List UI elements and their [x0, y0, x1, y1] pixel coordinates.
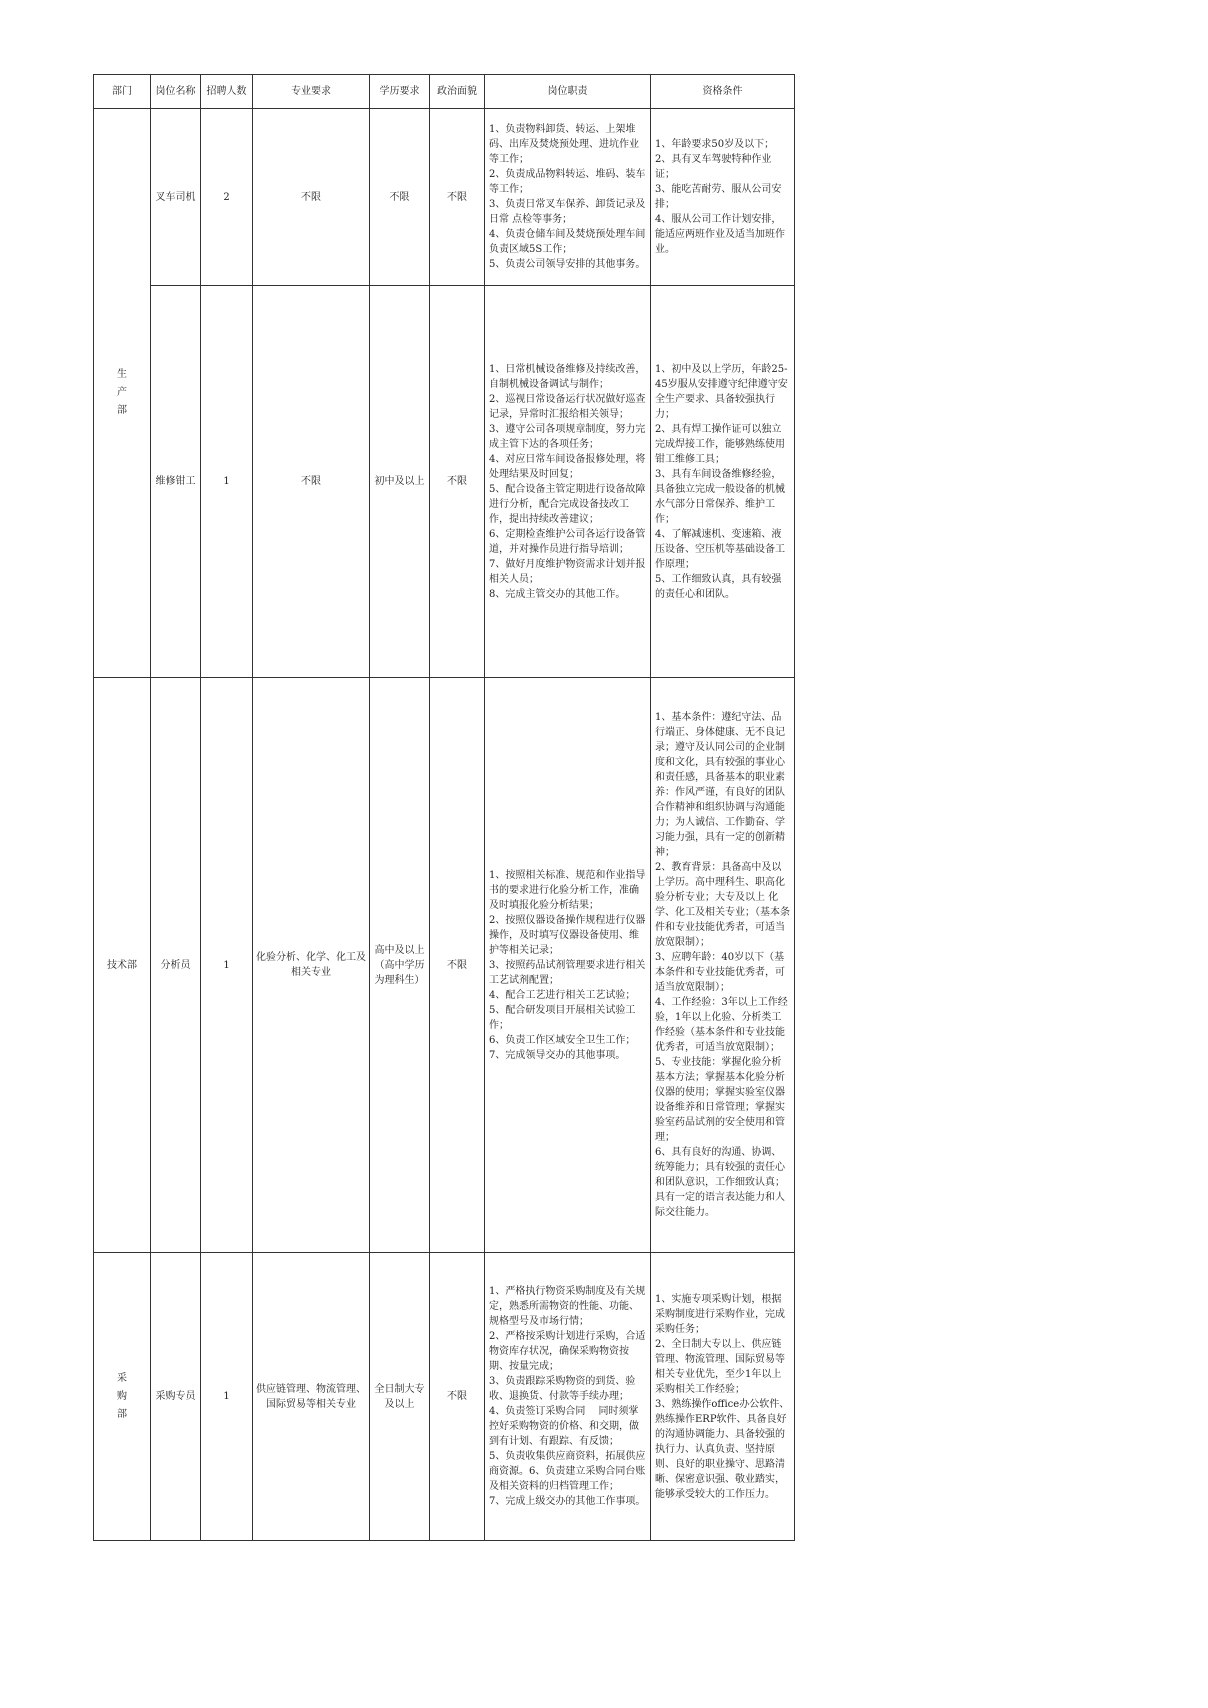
duty-item: 3、负责日常叉车保养、卸货记录及日常 点检等事务；: [489, 199, 646, 225]
table-row: [94, 286, 795, 678]
count-cell: 1: [201, 678, 253, 1253]
table-row: [94, 1253, 795, 1541]
qualification-item: 2、具有焊工操作证可以独立完成焊接工作，能够熟练使用钳工维修工具；: [655, 423, 785, 465]
qualification-item: 1、实施专项采购计划，根据采购制度进行采购作业，完成采购任务；: [655, 1293, 785, 1335]
duties-cell: [485, 286, 651, 678]
position-cell: 维修钳工: [151, 286, 201, 678]
major-cell: 不限: [253, 109, 370, 286]
qualifications-cell: [651, 286, 795, 678]
department-production-cell: [94, 109, 151, 678]
political-cell: 不限: [430, 109, 485, 286]
header-political: 政治面貌: [430, 75, 485, 109]
count-cell: 1: [201, 286, 253, 678]
duty-item: 1、日常机械设备维修及持续改善，自制机械设备调试与制作；: [489, 363, 646, 390]
duties-cell: [485, 1253, 651, 1541]
header-duties: 岗位职责: [485, 75, 651, 109]
education-cell: 全日制大专及以上: [370, 1253, 430, 1541]
duties-cell: [485, 678, 651, 1253]
qualification-item: 2、教育背景：具备高中及以上学历。高中理科生、职高化验分析专业；大专及以上 化学、化工及相关专业；（基本条件和专业技能优秀者，可适当放宽限制）；: [655, 862, 790, 948]
table-header-row: [94, 75, 795, 109]
duty-item: 5、配合研发项目开展相关试验工作；: [489, 1004, 636, 1031]
major-cell: 供应链管理、物流管理、国际贸易等相关专业: [253, 1253, 370, 1541]
qualification-item: 3、具有车间设备维修经验，具备独立完成一般设备的机械水气部分日常保养、维护工作；: [655, 468, 785, 525]
duty-item: 4、配合工艺进行相关工艺试验；: [489, 989, 636, 1001]
duty-item: 1、负责物料卸货、转运、上架堆码、出库及焚烧预处理、进坑作业等工作；: [489, 124, 639, 165]
duty-item: 7、完成上级交办的其他工作事项。: [489, 1496, 646, 1507]
qualification-item: 1、初中及以上学历，年龄25-45岁服从安排遵守纪律遵守安全生产要求、具备较强执行力；: [655, 363, 788, 420]
duty-item: 7、完成领导交办的其他事项。: [489, 1049, 626, 1061]
duty-item: 8、完成主管交办的其他工作。: [489, 588, 626, 600]
qualifications-cell: [651, 678, 795, 1253]
political-cell: 不限: [430, 678, 485, 1253]
education-cell: 不限: [370, 109, 430, 286]
position-cell: 采购专员: [151, 1253, 201, 1541]
education-cell: 初中及以上: [370, 286, 430, 678]
duty-item: 6、定期检查维护公司各运行设备管道，并对操作员进行指导培训；: [489, 528, 646, 555]
duty-item: 2、负责成品物料转运、堆码、装车等工作；: [489, 169, 646, 195]
header-qualifications: 资格条件: [651, 75, 795, 109]
recruitment-table: [93, 74, 795, 1541]
major-cell: 不限: [253, 286, 370, 678]
position-cell: 叉车司机: [151, 109, 201, 286]
duty-item: 2、按照仪器设备操作规程进行仪器操作，及时填写仪器设备使用、维护等相关记录；: [489, 914, 646, 956]
duty-item: 4、负责仓储车间及焚烧预处理车间负责区域5S工作；: [489, 229, 646, 255]
qualification-item: 3、应聘年龄：40岁以下（基本条件和专业技能优秀者，可适当放宽限制）；: [655, 952, 785, 993]
qualifications-cell: [651, 109, 795, 286]
duty-item: 5、配合设备主管定期进行设备故障进行分析，配合完成设备技改工作，提出持续改善建议；: [489, 483, 646, 525]
qualification-item: 1、年龄要求50岁及以下；: [655, 139, 775, 150]
qualification-item: 2、具有叉车驾驶特种作业证；: [655, 154, 772, 180]
education-cell: 高中及以上（高中学历为理科生）: [370, 678, 430, 1253]
count-cell: 1: [201, 1253, 253, 1541]
department-label: 生产部: [117, 369, 127, 416]
duty-item: 1、严格执行物资采购制度及有关规定，熟悉所需物资的性能、功能、规格型号及市场行情；: [489, 1286, 646, 1327]
table-row: [94, 678, 795, 1253]
table-row: [94, 109, 795, 286]
department-purchasing-cell: [94, 1253, 151, 1541]
duty-item: 4、对应日常车间设备报修处理，将处理结果及时回复；: [489, 453, 646, 480]
qualification-item: 5、专业技能：掌握化验分析基本方法；掌握基本化验分析仪器的使用；掌握实验室仪器设备维养和日常管理；掌握实验室药品试剂的安全使用和管理；: [655, 1057, 785, 1143]
duty-item: 4、负责签订采购合同 同时须掌控好采购物资的价格、和交期，做到有计划、有跟踪、有反馈；: [489, 1406, 639, 1447]
qualifications-cell: [651, 1253, 795, 1541]
duties-cell: [485, 109, 651, 286]
header-count: 招聘人数: [201, 75, 253, 109]
position-cell: 分析员: [151, 678, 201, 1253]
duty-item: 5、负责收集供应商资料，拓展供应商资源。6、负责建立采购合同台账及相关资料的归档管理工作；: [489, 1451, 646, 1492]
major-cell: 化验分析、化学、化工及相关专业: [253, 678, 370, 1253]
qualification-item: 5、工作细致认真，具有较强的责任心和团队。: [655, 573, 782, 600]
duty-item: 3、遵守公司各项规章制度，努力完成主管下达的各项任务；: [489, 423, 646, 450]
qualification-item: 6、具有良好的沟通、协调、统筹能力；具有较强的责任心和团队意识，工作细致认真；具有一定的语言表达能力和人际交往能力。: [655, 1147, 785, 1218]
department-technical-cell: 技术部: [94, 678, 151, 1253]
qualification-item: 4、了解减速机、变速箱、液压设备、空压机等基础设备工作原理；: [655, 528, 785, 570]
political-cell: 不限: [430, 1253, 485, 1541]
qualification-item: 4、工作经验：3年以上工作经验，1年以上化验、分析类工作经验（基本条件和专业技能优秀者，可适当放宽限制）；: [655, 997, 788, 1053]
header-education: 学历要求: [370, 75, 430, 109]
qualification-item: 1、基本条件：遵纪守法、品行端正、身体健康、无不良记录；遵守及认同公司的企业制度和文化，具有较强的事业心和责任感，具备基本的职业素养：作风严谨，有良好的团队合作精神和组织协调与沟通能力；为人诚信、工作勤奋、学习能力强，具有一定的创新精神；: [655, 712, 785, 858]
header-department: 部门: [94, 75, 151, 109]
department-label: 采购部: [117, 1372, 127, 1420]
qualification-item: 4、服从公司工作计划安排，能适应两班作业及适当加班作业。: [655, 214, 785, 255]
duty-item: 5、负责公司领导安排的其他事务。: [489, 259, 646, 270]
header-major: 专业要求: [253, 75, 370, 109]
duty-item: 3、按照药品试剂管理要求进行相关工艺试剂配置；: [489, 959, 646, 986]
duty-item: 2、巡视日常设备运行状况做好巡查记录，异常时汇报给相关领导；: [489, 393, 646, 420]
duty-item: 6、负责工作区域安全卫生工作；: [489, 1034, 636, 1046]
duty-item: 2、严格按采购计划进行采购，合适物资库存状况，确保采购物资按期、按量完成；: [489, 1331, 646, 1372]
header-position: 岗位名称: [151, 75, 201, 109]
count-cell: 2: [201, 109, 253, 286]
duty-item: 7、做好月度维护物资需求计划并报相关人员；: [489, 558, 646, 585]
political-cell: 不限: [430, 286, 485, 678]
duty-item: 3、负责跟踪采购物资的到货、验收、退换货、付款等手续办理；: [489, 1376, 636, 1402]
duty-item: 1、按照相关标准、规范和作业指导书的要求进行化验分析工作，准确及时填报化验分析结果；: [489, 869, 646, 911]
qualification-item: 3、能吃苦耐劳、服从公司安排；: [655, 184, 782, 210]
qualification-item: 2、全日制大专以上、供应链管理、物流管理、国际贸易等相关专业优先，至少1年以上采购相关工作经验；: [655, 1338, 785, 1395]
qualification-item: 3、熟练操作office办公软件、熟练操作ERP软件、具备良好的沟通协调能力、具备较强的执行力、认真负责、坚持原则、良好的职业操守、思路清晰、保密意识强、敬业踏实，能够承受较大的工作压力。: [655, 1398, 790, 1500]
